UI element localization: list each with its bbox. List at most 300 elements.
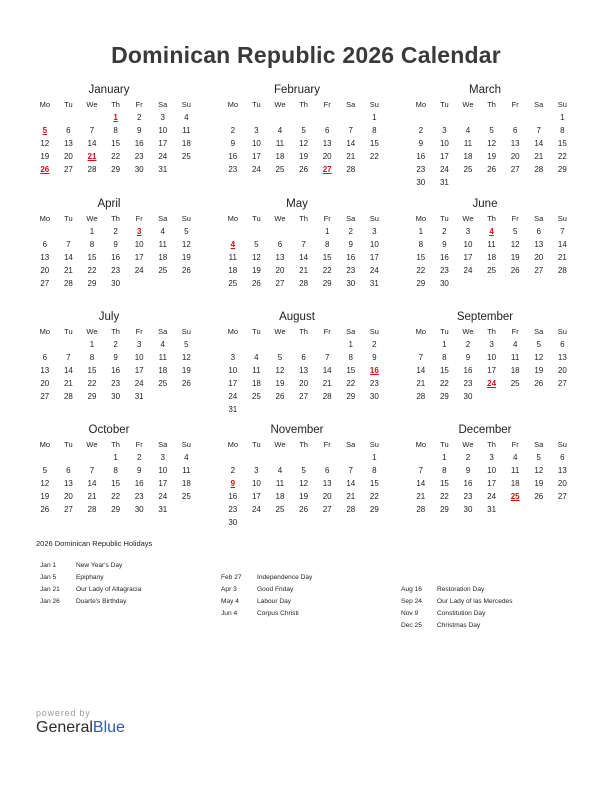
day-cell[interactable]: 16 bbox=[228, 492, 238, 501]
day-cell[interactable]: 19 bbox=[181, 366, 191, 375]
day-cell[interactable]: 26 bbox=[534, 492, 544, 501]
day-cell[interactable]: 20 bbox=[40, 379, 50, 388]
day-cell[interactable]: 10 bbox=[158, 126, 168, 135]
day-cell[interactable]: 20 bbox=[63, 492, 73, 501]
day-cell[interactable]: 16 bbox=[111, 366, 121, 375]
day-cell[interactable]: 16 bbox=[134, 139, 144, 148]
day-cell[interactable]: 21 bbox=[416, 379, 426, 388]
day-cell[interactable]: 15 bbox=[111, 479, 121, 488]
day-cell[interactable]: 5 bbox=[277, 353, 283, 362]
day-cell[interactable]: 3 bbox=[160, 113, 165, 122]
day-cell[interactable]: 23 bbox=[111, 266, 121, 275]
day-cell[interactable]: 29 bbox=[369, 505, 379, 514]
day-cell[interactable]: 21 bbox=[63, 266, 73, 275]
day-cell[interactable]: 6 bbox=[66, 466, 71, 475]
day-cell[interactable]: 26 bbox=[534, 379, 544, 388]
day-cell[interactable]: 7 bbox=[89, 126, 95, 135]
day-cell[interactable]: 16 bbox=[463, 479, 473, 488]
day-cell[interactable]: 12 bbox=[275, 366, 285, 375]
day-cell[interactable]: 4 bbox=[184, 453, 189, 462]
day-cell[interactable]: 22 bbox=[111, 152, 121, 161]
day-cell[interactable]: 14 bbox=[416, 366, 426, 375]
day-cell[interactable]: 15 bbox=[416, 253, 426, 262]
day-cell[interactable]: 9 bbox=[136, 466, 142, 475]
day-cell[interactable]: 13 bbox=[557, 353, 567, 362]
holiday-day-cell[interactable]: 3 bbox=[136, 227, 142, 236]
day-cell[interactable]: 21 bbox=[63, 379, 73, 388]
day-cell[interactable]: 20 bbox=[322, 152, 332, 161]
brand-logo[interactable] bbox=[36, 708, 125, 737]
day-cell[interactable]: 3 bbox=[160, 453, 165, 462]
day-cell[interactable]: 19 bbox=[181, 253, 191, 262]
day-cell[interactable]: 7 bbox=[324, 353, 330, 362]
day-cell[interactable]: 4 bbox=[160, 340, 165, 349]
day-cell[interactable]: 14 bbox=[346, 479, 356, 488]
day-cell[interactable]: 11 bbox=[511, 353, 520, 362]
day-cell[interactable]: 28 bbox=[416, 505, 426, 514]
day-cell[interactable]: 31 bbox=[158, 505, 168, 514]
day-cell[interactable]: 5 bbox=[184, 340, 189, 349]
day-cell[interactable]: 9 bbox=[113, 240, 118, 249]
holiday-day-cell[interactable]: 1 bbox=[113, 113, 118, 122]
day-cell[interactable]: 1 bbox=[560, 113, 565, 122]
day-cell[interactable]: 5 bbox=[301, 126, 306, 135]
day-cell[interactable]: 9 bbox=[230, 139, 236, 148]
day-cell[interactable]: 12 bbox=[181, 353, 191, 362]
day-cell[interactable]: 16 bbox=[134, 479, 144, 488]
day-cell[interactable]: 18 bbox=[228, 266, 238, 275]
day-cell[interactable]: 8 bbox=[113, 126, 118, 135]
day-cell[interactable]: 24 bbox=[228, 392, 238, 401]
day-cell[interactable]: 19 bbox=[487, 152, 497, 161]
day-cell[interactable]: 26 bbox=[299, 505, 309, 514]
day-cell[interactable]: 9 bbox=[465, 353, 471, 362]
day-cell[interactable]: 17 bbox=[439, 152, 449, 161]
day-cell[interactable]: 9 bbox=[136, 126, 142, 135]
day-cell[interactable]: 22 bbox=[369, 152, 379, 161]
day-cell[interactable]: 29 bbox=[87, 279, 97, 288]
day-cell[interactable]: 28 bbox=[322, 392, 332, 401]
day-cell[interactable]: 30 bbox=[416, 178, 426, 187]
day-cell[interactable]: 27 bbox=[40, 392, 50, 401]
day-cell[interactable]: 27 bbox=[557, 492, 567, 501]
day-cell[interactable]: 14 bbox=[87, 139, 97, 148]
day-cell[interactable]: 8 bbox=[372, 126, 377, 135]
day-cell[interactable]: 17 bbox=[251, 492, 261, 501]
day-cell[interactable]: 13 bbox=[510, 139, 520, 148]
day-cell[interactable]: 8 bbox=[442, 353, 447, 362]
day-cell[interactable]: 18 bbox=[510, 479, 520, 488]
day-cell[interactable]: 7 bbox=[560, 227, 565, 236]
day-cell[interactable]: 8 bbox=[89, 240, 95, 249]
day-cell[interactable]: 27 bbox=[510, 165, 520, 174]
day-cell[interactable]: 9 bbox=[442, 240, 447, 249]
day-cell[interactable]: 22 bbox=[557, 152, 567, 161]
day-cell[interactable]: 7 bbox=[536, 126, 541, 135]
day-cell[interactable]: 25 bbox=[275, 505, 285, 514]
day-cell[interactable]: 21 bbox=[346, 152, 356, 161]
day-cell[interactable]: 2 bbox=[113, 227, 118, 236]
day-cell[interactable]: 13 bbox=[322, 139, 332, 148]
day-cell[interactable]: 27 bbox=[322, 505, 332, 514]
day-cell[interactable]: 25 bbox=[181, 492, 191, 501]
day-cell[interactable]: 29 bbox=[322, 279, 332, 288]
day-cell[interactable]: 30 bbox=[439, 279, 449, 288]
day-cell[interactable]: 14 bbox=[416, 479, 426, 488]
day-cell[interactable]: 21 bbox=[557, 253, 567, 262]
day-cell[interactable]: 27 bbox=[63, 165, 73, 174]
day-cell[interactable]: 25 bbox=[463, 165, 473, 174]
day-cell[interactable]: 14 bbox=[534, 139, 544, 148]
day-cell[interactable]: 21 bbox=[299, 266, 309, 275]
day-cell[interactable]: 14 bbox=[322, 366, 332, 375]
day-cell[interactable]: 1 bbox=[113, 453, 118, 462]
day-cell[interactable]: 1 bbox=[89, 340, 95, 349]
day-cell[interactable]: 28 bbox=[416, 392, 426, 401]
day-cell[interactable]: 3 bbox=[372, 227, 377, 236]
day-cell[interactable]: 29 bbox=[439, 505, 449, 514]
day-cell[interactable]: 2 bbox=[442, 227, 447, 236]
day-cell[interactable]: 29 bbox=[111, 165, 121, 174]
day-cell[interactable]: 14 bbox=[63, 366, 73, 375]
day-cell[interactable]: 18 bbox=[275, 152, 285, 161]
day-cell[interactable]: 4 bbox=[512, 453, 518, 462]
day-cell[interactable]: 13 bbox=[299, 366, 309, 375]
day-cell[interactable]: 10 bbox=[228, 366, 238, 375]
day-cell[interactable]: 11 bbox=[463, 139, 473, 148]
day-cell[interactable]: 30 bbox=[111, 392, 121, 401]
day-cell[interactable]: 5 bbox=[42, 466, 48, 475]
day-cell[interactable]: 1 bbox=[372, 113, 377, 122]
day-cell[interactable]: 26 bbox=[510, 266, 520, 275]
day-cell[interactable]: 30 bbox=[228, 518, 238, 527]
day-cell[interactable]: 19 bbox=[299, 152, 309, 161]
day-cell[interactable]: 25 bbox=[251, 392, 261, 401]
day-cell[interactable]: 2 bbox=[136, 453, 142, 462]
day-cell[interactable]: 8 bbox=[418, 240, 424, 249]
day-cell[interactable]: 5 bbox=[184, 227, 189, 236]
day-cell[interactable]: 2 bbox=[372, 340, 377, 349]
day-cell[interactable]: 25 bbox=[181, 152, 191, 161]
day-cell[interactable]: 14 bbox=[63, 253, 73, 262]
day-cell[interactable]: 26 bbox=[487, 165, 497, 174]
day-cell[interactable]: 23 bbox=[369, 379, 379, 388]
day-cell[interactable]: 5 bbox=[489, 126, 494, 135]
day-cell[interactable]: 12 bbox=[40, 479, 50, 488]
day-cell[interactable]: 26 bbox=[299, 165, 309, 174]
day-cell[interactable]: 15 bbox=[439, 479, 449, 488]
day-cell[interactable]: 21 bbox=[534, 152, 544, 161]
day-cell[interactable]: 10 bbox=[134, 240, 144, 249]
day-cell[interactable]: 15 bbox=[369, 139, 379, 148]
day-cell[interactable]: 6 bbox=[66, 126, 71, 135]
holiday-day-cell[interactable]: 4 bbox=[230, 240, 236, 249]
day-cell[interactable]: 29 bbox=[416, 279, 426, 288]
day-cell[interactable]: 21 bbox=[416, 492, 426, 501]
day-cell[interactable]: 11 bbox=[252, 366, 261, 375]
day-cell[interactable]: 1 bbox=[324, 227, 330, 236]
day-cell[interactable]: 27 bbox=[63, 505, 73, 514]
day-cell[interactable]: 13 bbox=[63, 479, 73, 488]
day-cell[interactable]: 25 bbox=[158, 266, 168, 275]
day-cell[interactable]: 6 bbox=[512, 126, 518, 135]
day-cell[interactable]: 3 bbox=[136, 340, 142, 349]
day-cell[interactable]: 10 bbox=[134, 353, 144, 362]
day-cell[interactable]: 2 bbox=[348, 227, 353, 236]
day-cell[interactable]: 17 bbox=[134, 366, 144, 375]
day-cell[interactable]: 18 bbox=[275, 492, 285, 501]
day-cell[interactable]: 22 bbox=[111, 492, 121, 501]
day-cell[interactable]: 20 bbox=[557, 479, 567, 488]
day-cell[interactable]: 15 bbox=[87, 253, 97, 262]
day-cell[interactable]: 17 bbox=[158, 139, 168, 148]
day-cell[interactable]: 8 bbox=[89, 353, 95, 362]
day-cell[interactable]: 15 bbox=[322, 253, 332, 262]
day-cell[interactable]: 23 bbox=[416, 165, 426, 174]
day-cell[interactable]: 21 bbox=[322, 379, 332, 388]
day-cell[interactable]: 7 bbox=[66, 353, 71, 362]
day-cell[interactable]: 4 bbox=[512, 340, 518, 349]
day-cell[interactable]: 27 bbox=[534, 266, 544, 275]
day-cell[interactable]: 19 bbox=[299, 492, 309, 501]
day-cell[interactable]: 4 bbox=[465, 126, 471, 135]
day-cell[interactable]: 15 bbox=[111, 139, 121, 148]
day-cell[interactable]: 7 bbox=[418, 353, 424, 362]
day-cell[interactable]: 25 bbox=[228, 279, 238, 288]
day-cell[interactable]: 29 bbox=[439, 392, 449, 401]
day-cell[interactable]: 3 bbox=[254, 466, 259, 475]
day-cell[interactable]: 28 bbox=[346, 505, 356, 514]
day-cell[interactable]: 24 bbox=[251, 165, 261, 174]
day-cell[interactable]: 6 bbox=[324, 126, 330, 135]
day-cell[interactable]: 17 bbox=[369, 253, 379, 262]
day-cell[interactable]: 23 bbox=[463, 379, 473, 388]
day-cell[interactable]: 23 bbox=[439, 266, 449, 275]
day-cell[interactable]: 14 bbox=[346, 139, 356, 148]
holiday-day-cell[interactable]: 4 bbox=[489, 227, 494, 236]
day-cell[interactable]: 20 bbox=[510, 152, 520, 161]
day-cell[interactable]: 9 bbox=[113, 353, 118, 362]
day-cell[interactable]: 25 bbox=[275, 165, 285, 174]
day-cell[interactable]: 22 bbox=[346, 379, 356, 388]
day-cell[interactable]: 20 bbox=[557, 366, 567, 375]
day-cell[interactable]: 12 bbox=[534, 466, 544, 475]
day-cell[interactable]: 18 bbox=[181, 479, 191, 488]
day-cell[interactable]: 28 bbox=[534, 165, 544, 174]
day-cell[interactable]: 3 bbox=[442, 126, 447, 135]
day-cell[interactable]: 16 bbox=[111, 253, 121, 262]
day-cell[interactable]: 26 bbox=[181, 379, 191, 388]
day-cell[interactable]: 5 bbox=[301, 466, 306, 475]
holiday-day-cell[interactable]: 27 bbox=[322, 165, 332, 174]
day-cell[interactable]: 4 bbox=[277, 466, 283, 475]
day-cell[interactable]: 29 bbox=[346, 392, 356, 401]
day-cell[interactable]: 20 bbox=[322, 492, 332, 501]
day-cell[interactable]: 6 bbox=[560, 340, 565, 349]
day-cell[interactable]: 6 bbox=[560, 453, 565, 462]
day-cell[interactable]: 22 bbox=[369, 492, 379, 501]
day-cell[interactable]: 22 bbox=[322, 266, 332, 275]
day-cell[interactable]: 30 bbox=[134, 505, 144, 514]
day-cell[interactable]: 31 bbox=[134, 392, 144, 401]
day-cell[interactable]: 17 bbox=[228, 379, 238, 388]
day-cell[interactable]: 19 bbox=[510, 253, 520, 262]
day-cell[interactable]: 24 bbox=[487, 492, 497, 501]
day-cell[interactable]: 11 bbox=[182, 466, 191, 475]
day-cell[interactable]: 20 bbox=[275, 266, 285, 275]
day-cell[interactable]: 29 bbox=[557, 165, 567, 174]
day-cell[interactable]: 10 bbox=[251, 139, 261, 148]
day-cell[interactable]: 2 bbox=[418, 126, 424, 135]
day-cell[interactable]: 23 bbox=[463, 492, 473, 501]
day-cell[interactable]: 17 bbox=[463, 253, 473, 262]
holiday-day-cell[interactable]: 25 bbox=[510, 492, 520, 501]
day-cell[interactable]: 11 bbox=[158, 353, 167, 362]
day-cell[interactable]: 30 bbox=[463, 392, 473, 401]
day-cell[interactable]: 19 bbox=[534, 366, 544, 375]
day-cell[interactable]: 7 bbox=[348, 126, 353, 135]
day-cell[interactable]: 28 bbox=[346, 165, 356, 174]
day-cell[interactable]: 30 bbox=[463, 505, 473, 514]
day-cell[interactable]: 8 bbox=[372, 466, 377, 475]
day-cell[interactable]: 24 bbox=[439, 165, 449, 174]
day-cell[interactable]: 14 bbox=[557, 240, 567, 249]
day-cell[interactable]: 7 bbox=[348, 466, 353, 475]
day-cell[interactable]: 15 bbox=[557, 139, 567, 148]
holiday-day-cell[interactable]: 16 bbox=[369, 366, 379, 375]
day-cell[interactable]: 25 bbox=[510, 379, 520, 388]
day-cell[interactable]: 6 bbox=[324, 466, 330, 475]
holiday-day-cell[interactable]: 9 bbox=[230, 479, 236, 488]
day-cell[interactable]: 9 bbox=[372, 353, 377, 362]
day-cell[interactable]: 22 bbox=[439, 492, 449, 501]
day-cell[interactable]: 16 bbox=[346, 253, 356, 262]
day-cell[interactable]: 3 bbox=[465, 227, 471, 236]
day-cell[interactable]: 11 bbox=[275, 479, 285, 488]
day-cell[interactable]: 31 bbox=[369, 279, 379, 288]
day-cell[interactable]: 12 bbox=[299, 479, 309, 488]
day-cell[interactable]: 19 bbox=[534, 479, 544, 488]
day-cell[interactable]: 3 bbox=[230, 353, 236, 362]
day-cell[interactable]: 13 bbox=[322, 479, 332, 488]
day-cell[interactable]: 22 bbox=[87, 266, 97, 275]
day-cell[interactable]: 13 bbox=[275, 253, 285, 262]
day-cell[interactable]: 16 bbox=[439, 253, 449, 262]
day-cell[interactable]: 23 bbox=[111, 379, 121, 388]
day-cell[interactable]: 10 bbox=[439, 139, 449, 148]
day-cell[interactable]: 24 bbox=[134, 379, 144, 388]
day-cell[interactable]: 27 bbox=[40, 279, 50, 288]
day-cell[interactable]: 7 bbox=[89, 466, 95, 475]
day-cell[interactable]: 10 bbox=[369, 240, 379, 249]
day-cell[interactable]: 10 bbox=[487, 353, 497, 362]
day-cell[interactable]: 26 bbox=[275, 392, 285, 401]
day-cell[interactable]: 8 bbox=[324, 240, 330, 249]
day-cell[interactable]: 28 bbox=[63, 279, 73, 288]
day-cell[interactable]: 16 bbox=[463, 366, 473, 375]
day-cell[interactable]: 21 bbox=[87, 492, 97, 501]
day-cell[interactable]: 19 bbox=[40, 492, 50, 501]
day-cell[interactable]: 11 bbox=[511, 466, 520, 475]
day-cell[interactable]: 14 bbox=[299, 253, 309, 262]
day-cell[interactable]: 14 bbox=[87, 479, 97, 488]
day-cell[interactable]: 2 bbox=[230, 466, 236, 475]
day-cell[interactable]: 24 bbox=[463, 266, 473, 275]
day-cell[interactable]: 20 bbox=[40, 266, 50, 275]
day-cell[interactable]: 8 bbox=[560, 126, 565, 135]
day-cell[interactable]: 24 bbox=[369, 266, 379, 275]
day-cell[interactable]: 20 bbox=[63, 152, 73, 161]
day-cell[interactable]: 13 bbox=[557, 466, 567, 475]
day-cell[interactable]: 17 bbox=[251, 152, 261, 161]
day-cell[interactable]: 4 bbox=[184, 113, 189, 122]
day-cell[interactable]: 13 bbox=[40, 253, 50, 262]
day-cell[interactable]: 19 bbox=[275, 379, 285, 388]
day-cell[interactable]: 7 bbox=[66, 240, 71, 249]
day-cell[interactable]: 12 bbox=[181, 240, 191, 249]
day-cell[interactable]: 17 bbox=[134, 253, 144, 262]
day-cell[interactable]: 3 bbox=[489, 340, 494, 349]
day-cell[interactable]: 6 bbox=[42, 353, 48, 362]
day-cell[interactable]: 18 bbox=[251, 379, 261, 388]
day-cell[interactable]: 16 bbox=[416, 152, 426, 161]
day-cell[interactable]: 30 bbox=[369, 392, 379, 401]
day-cell[interactable]: 18 bbox=[158, 366, 168, 375]
day-cell[interactable]: 25 bbox=[158, 379, 168, 388]
day-cell[interactable]: 17 bbox=[487, 479, 497, 488]
day-cell[interactable]: 9 bbox=[418, 139, 424, 148]
day-cell[interactable]: 1 bbox=[442, 340, 447, 349]
day-cell[interactable]: 15 bbox=[346, 366, 356, 375]
day-cell[interactable]: 1 bbox=[418, 227, 424, 236]
day-cell[interactable]: 2 bbox=[465, 453, 471, 462]
day-cell[interactable]: 11 bbox=[228, 253, 237, 262]
day-cell[interactable]: 25 bbox=[487, 266, 497, 275]
day-cell[interactable]: 18 bbox=[181, 139, 191, 148]
day-cell[interactable]: 22 bbox=[439, 379, 449, 388]
day-cell[interactable]: 28 bbox=[299, 279, 309, 288]
day-cell[interactable]: 31 bbox=[439, 178, 449, 187]
day-cell[interactable]: 4 bbox=[277, 126, 283, 135]
day-cell[interactable]: 15 bbox=[439, 366, 449, 375]
day-cell[interactable]: 28 bbox=[557, 266, 567, 275]
day-cell[interactable]: 7 bbox=[418, 466, 424, 475]
day-cell[interactable]: 11 bbox=[182, 126, 191, 135]
day-cell[interactable]: 1 bbox=[348, 340, 353, 349]
holiday-day-cell[interactable]: 26 bbox=[40, 165, 50, 174]
day-cell[interactable]: 10 bbox=[251, 479, 261, 488]
day-cell[interactable]: 12 bbox=[510, 240, 520, 249]
day-cell[interactable]: 30 bbox=[346, 279, 356, 288]
day-cell[interactable]: 22 bbox=[416, 266, 426, 275]
day-cell[interactable]: 10 bbox=[158, 466, 168, 475]
day-cell[interactable]: 6 bbox=[536, 227, 541, 236]
day-cell[interactable]: 12 bbox=[534, 353, 544, 362]
day-cell[interactable]: 18 bbox=[158, 253, 168, 262]
day-cell[interactable]: 31 bbox=[158, 165, 168, 174]
day-cell[interactable]: 1 bbox=[442, 453, 447, 462]
day-cell[interactable]: 15 bbox=[87, 366, 97, 375]
day-cell[interactable]: 24 bbox=[158, 152, 168, 161]
holiday-day-cell[interactable]: 21 bbox=[87, 152, 97, 161]
day-cell[interactable]: 18 bbox=[510, 366, 520, 375]
day-cell[interactable]: 13 bbox=[63, 139, 73, 148]
day-cell[interactable]: 15 bbox=[369, 479, 379, 488]
day-cell[interactable]: 12 bbox=[40, 139, 50, 148]
day-cell[interactable]: 21 bbox=[346, 492, 356, 501]
day-cell[interactable]: 31 bbox=[228, 405, 238, 414]
day-cell[interactable]: 10 bbox=[463, 240, 473, 249]
